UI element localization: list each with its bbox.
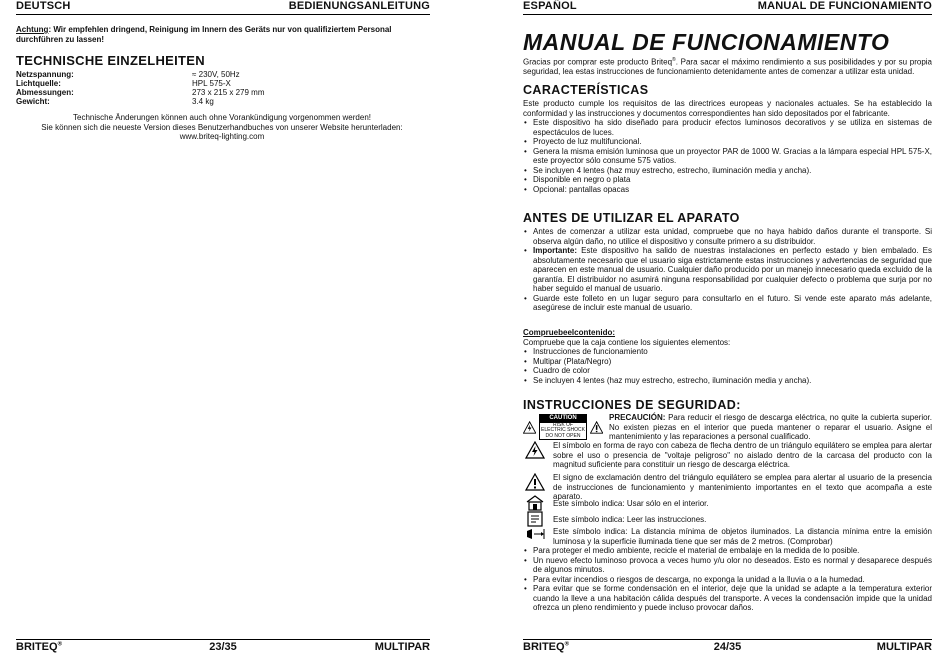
list-item: • Opcional: pantallas opacas bbox=[523, 185, 932, 195]
right-header-language: ESPAÑOL bbox=[523, 0, 577, 12]
contents-list bbox=[523, 347, 932, 385]
lightning-warning-icon bbox=[523, 421, 536, 434]
spec-row bbox=[16, 88, 316, 97]
list-item: • Un nuevo efecto luminoso provoca a veces humo y/u olor no deseados. Esto es normal y desaparece después de algunos minutos. bbox=[523, 556, 932, 575]
list-item: • Para proteger el medio ambiente, recicle el material de embalaje en la medida de lo posible. bbox=[523, 546, 932, 556]
before-use-list bbox=[523, 227, 932, 313]
before-use-title: ANTES DE UTILIZAR EL APARATO bbox=[523, 211, 740, 225]
left-page-number: 23/35 bbox=[209, 641, 237, 653]
right-footer-product: MULTIPAR bbox=[876, 641, 932, 653]
lightning-symbol-row bbox=[523, 441, 932, 470]
before-use-block bbox=[523, 227, 932, 313]
left-header-title: BEDIENUNGSANLEITUNG bbox=[288, 0, 430, 12]
intro-paragraph: Gracias por comprar este producto Briteq®. Para sacar el máximo rendimiento a sus posibilidades y por su propia seguridad, lea estas instrucciones de funcionamiento detenidamente antes de comenzar a utilizar esta unidad. bbox=[523, 57, 933, 77]
indoor-use-icon bbox=[526, 495, 544, 511]
technical-specs-title: TECHNISCHE EINZELHEITEN bbox=[16, 53, 205, 68]
features-intro: Este producto cumple los requisitos de las directrices europeas y nacionales actuales. Se ha establecido la conformidad y las instrucciones y documentos correspondientes han sido depositados por el fabricante. bbox=[523, 99, 932, 118]
right-footer-brand: BRITEQ® bbox=[523, 641, 569, 653]
distance-symbol-row bbox=[523, 527, 932, 546]
left-footer-product: MULTIPAR bbox=[374, 641, 430, 653]
features-block bbox=[523, 99, 932, 194]
technical-note bbox=[16, 113, 428, 142]
right-header-title: MANUAL DE FUNCIONAMIENTO bbox=[757, 0, 932, 12]
right-page bbox=[520, 0, 940, 654]
precaution-text: PRECAUCIÓN: Para reducir el riesgo de descarga eléctrica, no quite la cubierta superior. No existen piezas en el interior que pueda mantener o reparar el usuario. Asigne el mantenimiento y las reparaciones a personal cualificado. bbox=[609, 413, 932, 441]
indoor-symbol-row bbox=[523, 495, 932, 511]
exclamation-text: El signo de exclamación dentro del triángulo equilátero se emplea para alertar al usuario de la presencia de instrucciones de funcionamiento y mantenimiento importantes en el texto que acompaña a este aparato. bbox=[553, 473, 932, 501]
spec-row bbox=[16, 97, 316, 106]
features-title: CARACTERÍSTICAS bbox=[523, 83, 649, 97]
right-header bbox=[523, 0, 932, 15]
spec-row bbox=[16, 70, 316, 79]
minimum-distance-icon bbox=[525, 527, 545, 541]
spec-key: Abmessungen: bbox=[16, 88, 74, 97]
exclamation-warning-icon bbox=[590, 421, 603, 434]
spec-value: HPL 575-X bbox=[192, 79, 231, 88]
contents-block bbox=[523, 328, 932, 385]
list-item: • Para evitar incendios o riesgos de descarga, no exponga la unidad a la lluvia o a la humedad. bbox=[523, 575, 932, 585]
list-item: • Se incluyen 4 lentes (haz muy estrecho, estrecho, iluminación media y ancha). bbox=[523, 376, 932, 386]
distance-text: Este símbolo indica: La distancia mínima de objetos iluminados. La distancia mínima entre la emisión luminosa y la superficie iluminada tiene que ser más de 2 metros. (Comprobar) bbox=[553, 527, 932, 546]
spec-key: Gewicht: bbox=[16, 97, 50, 106]
spec-key: Lichtquelle: bbox=[16, 79, 61, 88]
lightning-text: El símbolo en forma de rayo con cabeza de flecha dentro de un triángulo equilátero se emplea para alertar sobre el uso o presencia de "voltaje peligroso" no aislado dentro de la carcasa del producto con la magnitud suficiente para constituir un riesgo de descarga eléctrica. bbox=[553, 441, 932, 469]
list-item: • Proyecto de luz multifuncional. bbox=[523, 137, 932, 147]
features-list bbox=[523, 118, 932, 194]
left-page bbox=[0, 0, 440, 654]
indoor-text: Este símbolo indica: Usar sólo en el interior. bbox=[553, 499, 709, 508]
technical-note-line: Technische Änderungen können auch ohne Vorankündigung vorgenommen werden! bbox=[73, 113, 371, 122]
technical-note-line: Sie können sich die neueste Version dieses Benutzerhandbuches von unserer Website herunterladen: bbox=[41, 122, 403, 132]
list-item: • Para evitar que se forme condensación en el interior, deje que la unidad se adapte a la temperatura exterior cuando la lleve a una habitación cálida después del transporte. A veces la condensación impide que la unidad ofrezca un pleno rendimiento y puede incluso provocar daños. bbox=[523, 584, 932, 613]
list-item: • Disponible en negro o plata bbox=[523, 175, 932, 185]
website-link[interactable]: www.briteq-lighting.com bbox=[179, 132, 265, 141]
spec-value: ≈ 230V, 50Hz bbox=[192, 70, 240, 79]
warning-text: : Wir empfehlen dringend, Reinigung im Innern des Geräts nur von qualifiziertem Personal durchführen zu lassen! bbox=[16, 25, 392, 44]
list-item: • Se incluyen 4 lentes (haz muy estrecho, estrecho, iluminación media y ancha). bbox=[523, 166, 932, 176]
contents-intro: Compruebe que la caja contiene los siguientes elementos: bbox=[523, 337, 731, 347]
list-item: • Guarde este folleto en un lugar seguro para consultarlo en el futuro. Si vende este aparato más adelante, asegúrese de incluir este manual de usuario. bbox=[523, 294, 932, 313]
spec-value: 3.4 kg bbox=[192, 97, 214, 106]
contents-title: Compruebeelcontenido: bbox=[523, 328, 616, 337]
list-item: • Multipar (Plata/Negro) bbox=[523, 357, 932, 367]
left-footer bbox=[16, 639, 430, 653]
list-item: • Este dispositivo ha sido diseñado para producir efectos luminosos decorativos y se utiliza en sistemas de espectáculos de luces. bbox=[523, 118, 932, 137]
list-item: • Cuadro de color bbox=[523, 366, 932, 376]
list-item: • Instrucciones de funcionamiento bbox=[523, 347, 932, 357]
list-item: • Genera la misma emisión luminosa que un proyector PAR de 1000 W. Gracias a la lámpara especial HPL 575-X, este proyector sólo consume 575 vatios. bbox=[523, 147, 932, 166]
warning-label: Achtung bbox=[16, 25, 49, 34]
right-page-number: 24/35 bbox=[713, 641, 742, 653]
left-header bbox=[16, 0, 430, 15]
safety-list bbox=[523, 546, 932, 613]
spec-value: 273 x 215 x 279 mm bbox=[192, 88, 265, 97]
read-symbol-row bbox=[523, 511, 932, 527]
left-header-language: DEUTSCH bbox=[16, 0, 71, 12]
read-instructions-icon bbox=[526, 511, 544, 527]
left-footer-brand: BRITEQ® bbox=[16, 641, 62, 653]
lightning-triangle-icon bbox=[525, 441, 545, 459]
cleaning-warning bbox=[16, 25, 428, 44]
spec-table bbox=[16, 70, 316, 106]
right-footer bbox=[523, 639, 932, 653]
exclamation-triangle-icon bbox=[525, 473, 545, 491]
read-text: Este símbolo indica: Leer las instrucciones. bbox=[553, 515, 707, 524]
spec-row bbox=[16, 79, 316, 88]
spec-key: Netzspannung: bbox=[16, 70, 74, 79]
caution-row bbox=[523, 413, 932, 442]
caution-label: CAUTION RISK OF ELECTRIC SHOCK DO NOT OPEN bbox=[541, 415, 585, 439]
list-item: • Antes de comenzar a utilizar esta unidad, compruebe que no haya habido daños durante el transporte. Si observa algún daño, no utilice el dispositivo y consulte primero a su distribuidor. bbox=[523, 227, 932, 246]
list-item: • Importante: Este dispositivo ha salido de nuestras instalaciones en perfecto estado y bien embalado. Es absolutamente necesario que el usuario siga estrictamente estas instrucciones y advertencias de seguridad que aparecen en este manual de usuario. Cualquier daño producido por un manejo innecesario queda excluido de la garantía. El distribuidor no asumirá ninguna responsabilidad por cualquier defecto o problema que surja por no haber seguido el manual de usuario. bbox=[523, 246, 932, 294]
safety-title: INSTRUCCIONES DE SEGURIDAD: bbox=[523, 398, 741, 412]
manual-title: MANUAL DE FUNCIONAMIENTO bbox=[523, 29, 890, 55]
safety-list-block bbox=[523, 546, 932, 613]
